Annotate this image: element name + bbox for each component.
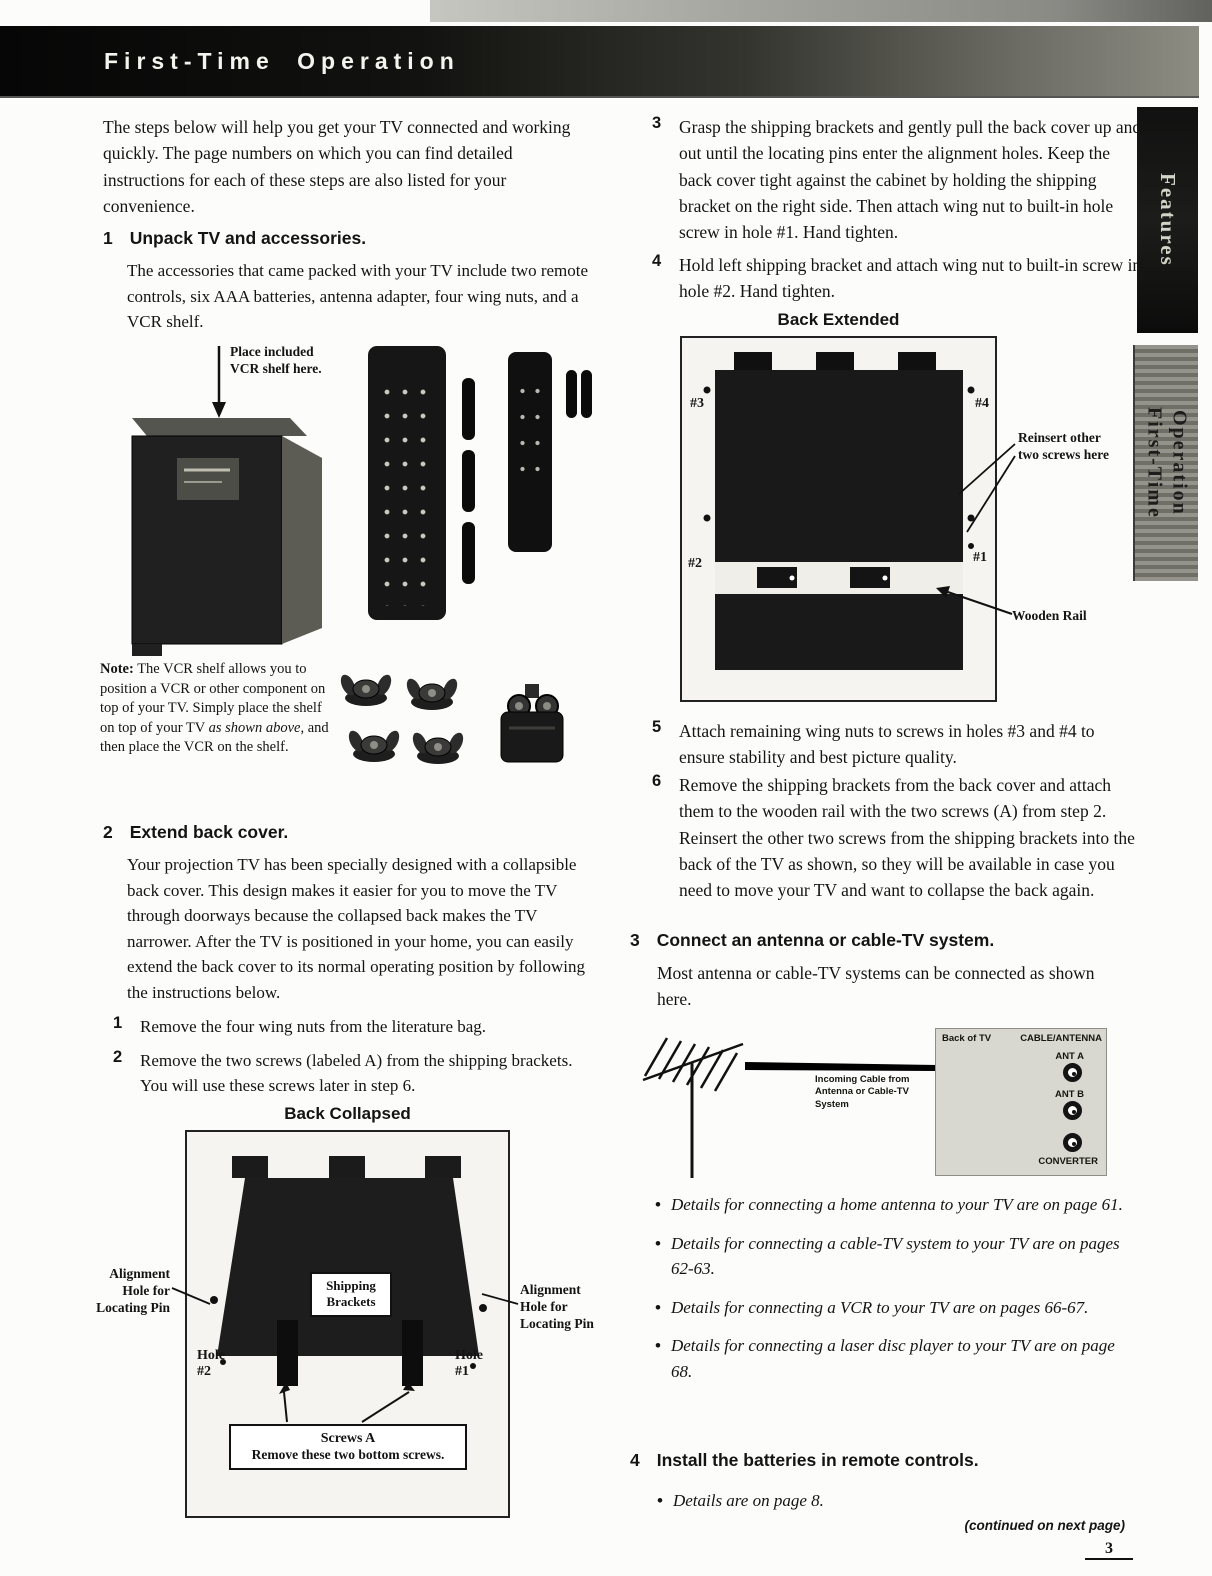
aaa-battery	[581, 370, 592, 418]
step-text: Remove the two screws (labeled A) from the shipping brackets. You will use these screws later in step 6.	[140, 1050, 573, 1095]
unpack-figure	[110, 338, 595, 658]
connection-details-list	[655, 1192, 1133, 1397]
bullet-icon: •	[655, 1233, 661, 1253]
page-header-bar	[0, 26, 1199, 96]
reinsert-screws-label: Reinsert other two screws here	[1018, 430, 1109, 462]
aaa-battery	[462, 378, 475, 440]
section-2-steps	[113, 1014, 599, 1107]
incoming-cable-label: Incoming Cable from Antenna or Cable-TV System	[815, 1074, 910, 1110]
list-item	[657, 1488, 1057, 1514]
alignment-pointer-lines	[160, 1280, 540, 1330]
alignment-hole-left-label: Alignment Hole for Locating Pin	[96, 1266, 170, 1315]
vcr-shelf-label: Place included VCR shelf here.	[230, 344, 322, 376]
side-tab-first-time-line2: Operation	[1168, 410, 1191, 516]
detail-text: Details for connecting a VCR to your TV are on pages 66-67.	[670, 1297, 1089, 1317]
projection-tv-illustration	[122, 396, 347, 658]
aaa-battery	[462, 450, 475, 512]
antenna-figure	[635, 1018, 1115, 1184]
bullet-icon: •	[655, 1297, 661, 1317]
hole-1-label: Hole #1	[455, 1348, 483, 1379]
note-label: Note:	[100, 661, 134, 677]
section-2-body: Your projection TV has been specially designed with a collapsible back cover. This design makes it easier for you to move the TV through doorways because the collapsed back makes the TV narrower. After the TV is positioned in your home, you can easily extend the back cover to its normal operating position by following the instructions below.	[127, 855, 585, 1002]
page-title: First-Time Operation	[104, 48, 460, 74]
note-text-italic: as shown above	[208, 719, 301, 736]
section-1-body: The accessories that came packed with your TV include two remote controls, six AAA batteries, antenna adapter, four wing nuts, and a VCR shelf.	[127, 261, 589, 331]
converter-connector-icon	[1063, 1133, 1082, 1152]
wing-nuts-illustration	[338, 668, 468, 772]
hole-3-label: #3	[690, 396, 704, 411]
step-text: Attach remaining wing nuts to screws in holes #3 and #4 to ensure stability and best picture quality.	[679, 721, 1095, 768]
scan-artifact-strip	[430, 0, 1212, 22]
side-tab-first-time-operation	[1133, 345, 1198, 581]
section-2-number: 2	[103, 822, 113, 842]
ant-a-label: ANT A	[1055, 1051, 1084, 1062]
step-number: 3	[652, 114, 662, 132]
step-number: 4	[652, 252, 662, 270]
section-2-heading	[103, 822, 288, 843]
ant-b-connector-icon	[1063, 1101, 1082, 1120]
hole-2-label: Hole #2	[197, 1348, 225, 1379]
detail-text: Details for connecting a home antenna to your TV are on page 61.	[670, 1195, 1123, 1214]
screws-a-note: Remove these two bottom screws.	[251, 1447, 445, 1462]
shipping-brackets-label: Shipping Brackets	[310, 1272, 392, 1317]
screws-a-title: Screws A	[320, 1431, 376, 1446]
step-number: 5	[652, 718, 662, 736]
back-of-tv-label: Back of TV	[942, 1033, 992, 1044]
section-2-title: Extend back cover.	[129, 822, 289, 842]
side-tab-features-label: Features	[1156, 173, 1180, 267]
step-text: Remove the shipping brackets from the back cover and attach them to the wooden rail with the two screws (A) from step 2. Reinsert the other two screws from the shipping brackets into the back of the TV as shown, so they will be available in case you need to move your TV and want to collapse the back again.	[679, 775, 1135, 900]
section-1-number: 1	[103, 228, 113, 248]
remote-control-1	[368, 346, 446, 620]
section-1-heading	[103, 228, 366, 249]
section-3-heading	[630, 930, 994, 951]
note-text-post: , and then place the VCR on the shelf.	[100, 719, 329, 756]
wooden-rail-pointer-line	[930, 580, 1015, 622]
cable-antenna-label: CABLE/ANTENNA	[1020, 1033, 1102, 1044]
section-3-title: Connect an antenna or cable-TV system.	[656, 930, 995, 950]
detail-text: Details are on page 8.	[672, 1491, 824, 1510]
section-4-title: Install the batteries in remote controls.	[656, 1450, 979, 1470]
remote-buttons-pattern	[378, 380, 436, 606]
step-text: Remove the four wing nuts from the literature bag.	[140, 1017, 487, 1036]
section-3-number: 3	[630, 930, 640, 950]
alignment-hole-right-label: Alignment Hole for Locating Pin	[520, 1282, 594, 1331]
aaa-battery	[566, 370, 577, 418]
step-item	[113, 1048, 599, 1099]
continued-note: (continued on next page)	[964, 1518, 1125, 1533]
hole-1-label: #1	[973, 550, 987, 565]
ant-a-connector-icon	[1063, 1063, 1082, 1082]
hole-4-label: #4	[975, 396, 989, 411]
bullet-icon: •	[655, 1336, 661, 1355]
page-number: 3	[1085, 1540, 1133, 1560]
side-tab-first-time-line1: First-Time	[1143, 407, 1166, 519]
step-number: 1	[113, 1014, 123, 1032]
list-item	[655, 1295, 1133, 1321]
step-item	[652, 114, 1144, 245]
remote-buttons-pattern	[515, 378, 545, 492]
converter-label: CONVERTER	[1038, 1156, 1098, 1167]
intro-paragraph: The steps below will help you get your TV connected and working quickly. The page numbers on which you can find detailed instructions for each of these steps are also listed for your convenience.	[103, 117, 571, 216]
hole-2-label: #2	[688, 556, 702, 571]
step-number: 2	[113, 1047, 123, 1066]
back-collapsed-title: Back Collapsed	[284, 1104, 411, 1123]
detail-text: Details for connecting a cable-TV system to your TV are on pages 62-63.	[670, 1233, 1120, 1278]
back-extended-title: Back Extended	[777, 310, 900, 329]
step-item	[652, 718, 1144, 771]
bullet-icon: •	[657, 1491, 663, 1510]
remote-control-2	[508, 352, 552, 552]
section-1-title: Unpack TV and accessories.	[129, 228, 367, 248]
tv-back-panel	[935, 1028, 1107, 1176]
list-item	[655, 1231, 1133, 1282]
section-3-body: Most antenna or cable-TV systems can be connected as shown here.	[657, 963, 1095, 1010]
reinsert-pointer-lines	[945, 434, 1017, 544]
bullet-icon: •	[655, 1195, 661, 1214]
detail-text: Details for connecting a laser disc player to your TV are on page 68.	[670, 1336, 1115, 1381]
step-item	[652, 252, 1144, 305]
vcr-shelf-note	[100, 660, 330, 758]
aaa-battery	[462, 522, 475, 584]
wooden-rail-label: Wooden Rail	[1012, 608, 1087, 623]
ant-b-label: ANT B	[1054, 1089, 1084, 1100]
step-text: Hold left shipping bracket and attach wing nut to built-in screw in hole #2. Hand tighten.	[679, 255, 1142, 302]
step-number: 6	[652, 772, 662, 790]
section-4-number: 4	[630, 1450, 640, 1470]
side-tab-features	[1137, 107, 1198, 333]
step-item	[652, 772, 1144, 903]
antenna-adapter-illustration	[497, 684, 569, 768]
list-item	[655, 1333, 1133, 1384]
note-text-pre: The VCR shelf allows you to position a VCR or other component on top of your TV. Simply place the shelf on top of your TV	[100, 661, 326, 736]
list-item	[655, 1192, 1133, 1218]
step-text: Grasp the shipping brackets and gently pull the back cover up and out until the locating pins enter the alignment holes. Keep the back cover tight against the cabinet by holding the shipping bracket on the right side. Then attach wing nut to built-in hole screw in hole #1. Hand tighten.	[679, 117, 1142, 242]
screws-a-callout	[229, 1424, 467, 1470]
section-4-heading	[630, 1450, 979, 1471]
step-item	[113, 1014, 599, 1040]
